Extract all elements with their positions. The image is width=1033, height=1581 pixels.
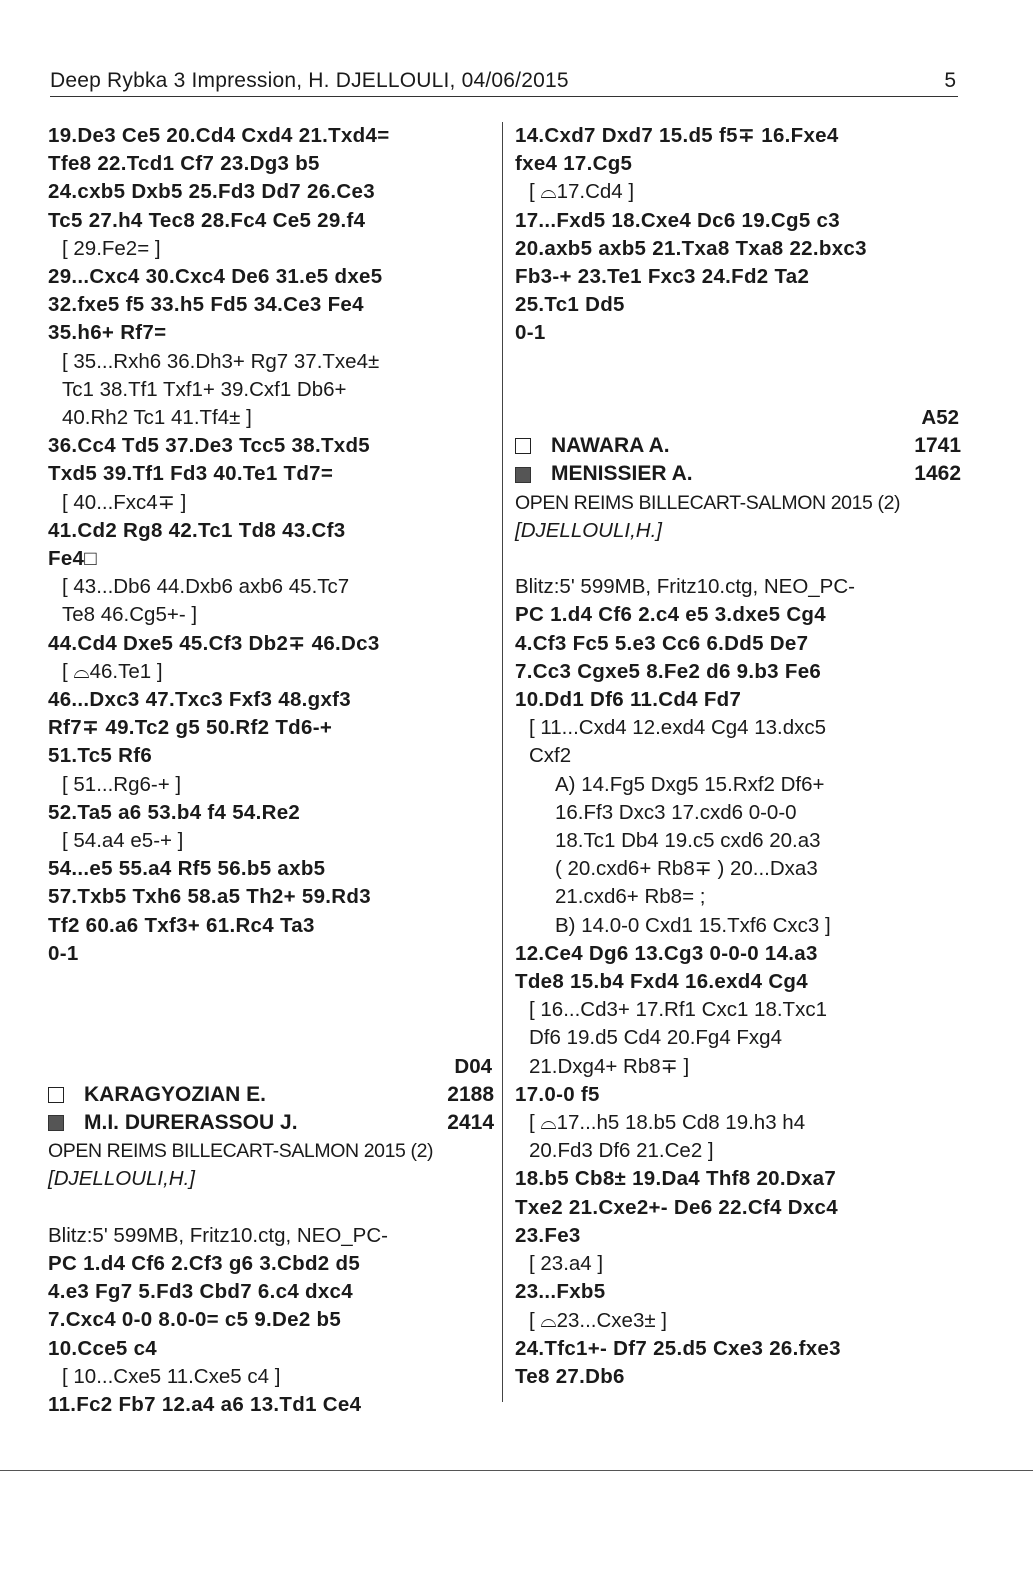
move-line: PC 1.d4 Cf6 2.c4 e5 3.dxe5 Cg4 xyxy=(515,603,826,627)
eco-code: A52 xyxy=(921,406,959,430)
header-title: Deep Rybka 3 Impression, H. DJELLOULI, 04/06/2015 xyxy=(50,69,569,92)
variation-line: B) 14.0-0 Cxd1 15.Txf6 Cxc3 ] xyxy=(555,913,831,937)
variation-line: A) 14.Fg5 Dxg5 15.Rxf2 Df6+ xyxy=(555,772,825,796)
move-line: 32.fxe5 f5 33.h5 Fd5 34.Ce3 Fe4 xyxy=(48,293,364,317)
move-line: 4.Cf3 Fc5 5.e3 Cc6 6.Dd5 De7 xyxy=(515,631,809,655)
move-line: Tf2 60.a6 Txf3+ 61.Rc4 Ta3 xyxy=(48,913,315,937)
right-continuation xyxy=(515,122,961,348)
annotator: [DJELLOULI,H.] xyxy=(48,1167,195,1191)
move-line: Txe2 21.Cxe2+- De6 22.Cf4 Dxc4 xyxy=(515,1195,838,1219)
variation-line: [ ⌓17...h5 18.b5 Cd8 19.h3 h4 xyxy=(529,1111,806,1135)
white-square-icon xyxy=(48,1087,64,1103)
variation-line: Te8 46.Cg5+- ] xyxy=(62,603,198,627)
move-line: 10.Dd1 Df6 11.Cd4 Fd7 xyxy=(515,688,742,712)
variation-line: 21.cxd6+ Rb8= ; xyxy=(555,885,706,909)
move-line: Tde8 15.b4 Fxd4 16.exd4 Cg4 xyxy=(515,970,808,994)
eco-code: D04 xyxy=(454,1054,492,1078)
white-player-row xyxy=(48,1081,494,1109)
move-line: 10.Cce5 c4 xyxy=(48,1336,158,1360)
move-line: Fb3-+ 23.Te1 Fxc3 24.Fd2 Ta2 xyxy=(515,265,810,289)
variation-line: 20.Fd3 Df6 21.Ce2 ] xyxy=(529,1139,714,1163)
move-line: 0-1 xyxy=(48,941,79,965)
variation-line: [ 35...Rxh6 36.Dh3+ Rg7 37.Txe4± xyxy=(62,349,380,373)
variation-line: 18.Tc1 Db4 19.c5 cxd6 20.a3 xyxy=(555,829,821,853)
event-name: OPEN REIMS BILLECART-SALMON 2015 (2) xyxy=(515,491,901,514)
move-line: 23...Fxb5 xyxy=(515,1280,606,1304)
variation-line: [ ⌓17.Cd4 ] xyxy=(529,180,635,204)
move-line: 23.Fe3 xyxy=(515,1223,581,1247)
move-line: 7.Cc3 Cgxe5 8.Fe2 d6 9.b3 Fe6 xyxy=(515,659,822,683)
variation-line: [ 40...Fxc4∓ ] xyxy=(62,490,187,514)
move-line: 7.Cxc4 0-0 8.0-0= c5 9.De2 b5 xyxy=(48,1308,342,1332)
variation-line: ( 20.cxd6+ Rb8∓ ) 20...Dxa3 xyxy=(555,857,818,881)
variation-line: Cxf2 xyxy=(529,744,572,768)
move-line: fxe4 17.Cg5 xyxy=(515,152,633,176)
game-nawara-menissier xyxy=(515,404,961,1391)
white-player-elo: 1741 xyxy=(914,434,961,458)
move-line: Rf7∓ 49.Tc2 g5 50.Rf2 Td6-+ xyxy=(48,716,333,740)
move-line: 24.cxb5 Dxb5 25.Fd3 Dd7 26.Ce3 xyxy=(48,180,375,204)
move-line: 25.Tc1 Dd5 xyxy=(515,293,625,317)
move-line: 0-1 xyxy=(515,321,546,345)
move-line: Blitz:5' 599MB, Fritz10.ctg, NEO_PC- xyxy=(48,1223,388,1247)
game-moves xyxy=(48,1222,494,1419)
left-column xyxy=(48,122,494,1419)
annotator: [DJELLOULI,H.] xyxy=(515,518,662,542)
move-line: 51.Tc5 Rf6 xyxy=(48,744,153,768)
game-moves xyxy=(515,573,961,1391)
variation-line: [ 11...Cxd4 12.exd4 Cg4 13.dxc5 xyxy=(529,716,827,740)
move-line: 44.Cd4 Dxe5 45.Cf3 Db2∓ 46.Dc3 xyxy=(48,631,380,655)
variation-line: [ 51...Rg6-+ ] xyxy=(62,772,182,796)
black-square-icon xyxy=(48,1115,64,1131)
black-player-row xyxy=(515,460,961,488)
variation-line: [ 43...Db6 44.Dxb6 axb6 45.Tc7 xyxy=(62,575,350,599)
white-square-icon xyxy=(515,438,531,454)
move-line: 35.h6+ Rf7= xyxy=(48,321,167,345)
variation-line: Df6 19.d5 Cd4 20.Fg4 Fxg4 xyxy=(529,1026,782,1050)
column-divider xyxy=(502,122,503,1402)
page-number: 5 xyxy=(944,69,956,92)
black-player-name: M.I. DURERASSOU J. xyxy=(84,1111,298,1135)
game-karagyozian-durerassou xyxy=(48,1053,494,1420)
move-line: Fe4□ xyxy=(48,547,97,571)
move-line: 17.0-0 f5 xyxy=(515,1082,600,1106)
move-line: 57.Txb5 Txh6 58.a5 Th2+ 59.Rd3 xyxy=(48,885,371,909)
move-line: 20.axb5 axb5 21.Txa8 Txa8 22.bxc3 xyxy=(515,236,867,260)
move-line: 17...Fxd5 18.Cxe4 Dc6 19.Cg5 c3 xyxy=(515,208,840,232)
move-line: Blitz:5' 599MB, Fritz10.ctg, NEO_PC- xyxy=(515,575,855,599)
black-square-icon xyxy=(515,467,531,483)
move-line: 24.Tfc1+- Df7 25.d5 Cxe3 26.fxe3 xyxy=(515,1336,841,1360)
black-player-elo: 2414 xyxy=(447,1111,494,1135)
variation-line: 16.Ff3 Dxc3 17.cxd6 0-0-0 xyxy=(555,800,797,824)
move-line: 29...Cxc4 30.Cxc4 De6 31.e5 dxe5 xyxy=(48,265,383,289)
white-player-elo: 2188 xyxy=(447,1082,494,1106)
black-player-name: MENISSIER A. xyxy=(551,462,693,486)
variation-line: [ 54.a4 e5-+ ] xyxy=(62,829,184,853)
move-line: 12.Ce4 Dg6 13.Cg3 0-0-0 14.a3 xyxy=(515,941,818,965)
variation-line: Tc1 38.Tf1 Txf1+ 39.Cxf1 Db6+ xyxy=(62,377,347,401)
variation-line: 21.Dxg4+ Rb8∓ ] xyxy=(529,1054,690,1078)
variation-line: [ ⌓23...Cxe3± ] xyxy=(529,1308,667,1332)
move-line: 18.b5 Cb8± 19.Da4 Thf8 20.Dxa7 xyxy=(515,1167,837,1191)
variation-line: [ 16...Cd3+ 17.Rf1 Cxc1 18.Txc1 xyxy=(529,998,827,1022)
variation-line: [ 29.Fe2= ] xyxy=(62,236,161,260)
move-line: 14.Cxd7 Dxd7 15.d5 f5∓ 16.Fxe4 xyxy=(515,124,839,147)
white-player-name: NAWARA A. xyxy=(551,434,670,458)
page-header xyxy=(50,66,958,97)
move-line: 54...e5 55.a4 Rf5 56.b5 axb5 xyxy=(48,857,326,881)
variation-line: 40.Rh2 Tc1 41.Tf4± ] xyxy=(62,406,252,430)
move-line: 46...Dxc3 47.Txc3 Fxf3 48.gxf3 xyxy=(48,688,352,712)
variation-line: [ ⌓46.Te1 ] xyxy=(62,659,163,683)
white-player-name: KARAGYOZIAN E. xyxy=(84,1082,267,1106)
black-player-row xyxy=(48,1109,494,1137)
variation-line: [ 10...Cxe5 11.Cxe5 c4 ] xyxy=(62,1364,281,1388)
move-line: Txd5 39.Tf1 Fd3 40.Te1 Td7= xyxy=(48,462,334,486)
white-player-row xyxy=(515,432,961,460)
move-line: PC 1.d4 Cf6 2.Cf3 g6 3.Cbd2 d5 xyxy=(48,1252,361,1276)
left-continuation xyxy=(48,122,494,968)
event-name: OPEN REIMS BILLECART-SALMON 2015 (2) xyxy=(48,1140,434,1163)
move-line: 11.Fc2 Fb7 12.a4 a6 13.Td1 Ce4 xyxy=(48,1393,362,1417)
move-line: 19.De3 Ce5 20.Cd4 Cxd4 21.Txd4= xyxy=(48,124,390,147)
right-column xyxy=(515,122,961,1391)
move-line: 36.Cc4 Td5 37.De3 Tcc5 38.Txd5 xyxy=(48,434,370,458)
move-line: 52.Ta5 a6 53.b4 f4 54.Re2 xyxy=(48,800,301,824)
variation-line: [ 23.a4 ] xyxy=(529,1252,604,1276)
move-line: 4.e3 Fg7 5.Fd3 Cbd7 6.c4 dxc4 xyxy=(48,1280,353,1304)
move-line: Tc5 27.h4 Tec8 28.Fc4 Ce5 29.f4 xyxy=(48,208,366,232)
move-line: 41.Cd2 Rg8 42.Tc1 Td8 43.Cf3 xyxy=(48,518,346,542)
move-line: Tfe8 22.Tcd1 Cf7 23.Dg3 b5 xyxy=(48,152,320,176)
black-player-elo: 1462 xyxy=(914,462,961,486)
move-line: Te8 27.Db6 xyxy=(515,1364,625,1388)
